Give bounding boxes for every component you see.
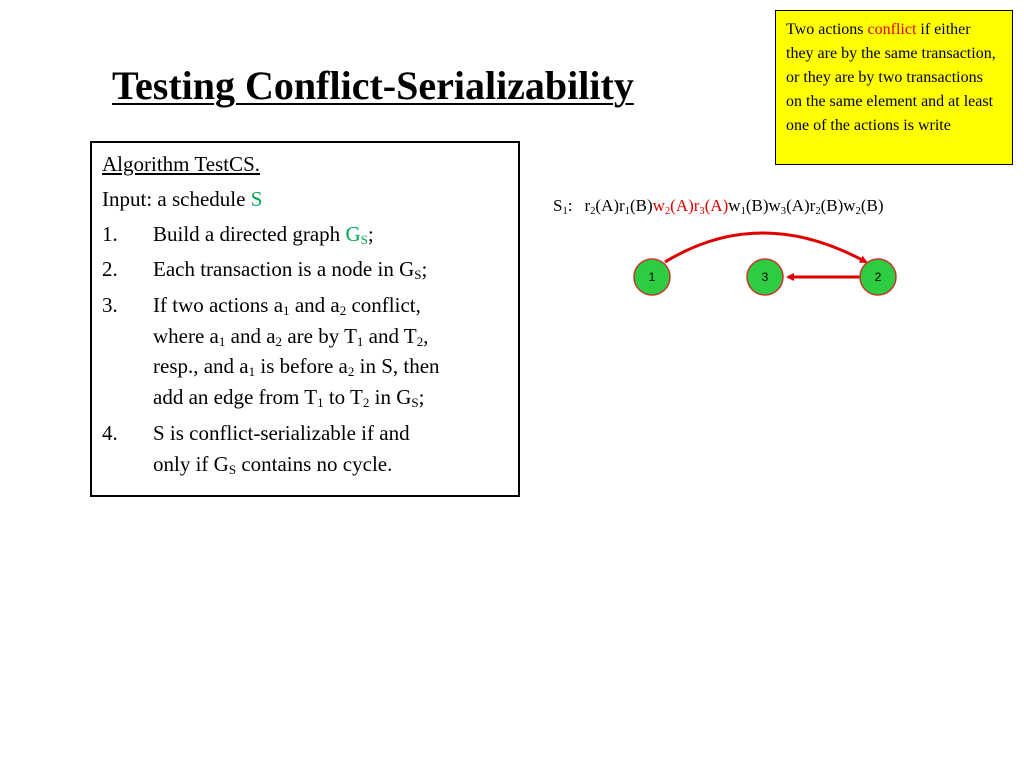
svg-text:3: 3 xyxy=(761,270,769,284)
step-1-text: Build a directed graph $G_S$; xyxy=(153,222,374,247)
note-text-start: Two actions xyxy=(786,21,868,38)
algorithm-input: Input: a schedule S xyxy=(102,187,263,211)
schedule-label: $S_1$: xyxy=(553,196,573,217)
note-text-end: if either they are by the same transaction, or they are by two transactions on the same element and at least one of the actions is write xyxy=(786,21,996,134)
svg-text:2: 2 xyxy=(874,270,882,284)
node-3 xyxy=(747,259,783,295)
node-1 xyxy=(634,259,670,295)
step-4-text: S is conflict-serializable if and only if $G_S$ contains no cycle. xyxy=(153,421,410,477)
algorithm-step-2: 2. Each transaction is a node in $G_S$; xyxy=(102,255,508,290)
algorithm-step-4: 4. S is conflict-serializable if and only if $G_S$ contains no cycle. xyxy=(102,418,508,479)
slide-title: Testing Conflict-Serializability xyxy=(112,63,634,108)
schedule-variable: S xyxy=(250,187,263,211)
schedule-actions: $r_2(A)r_1(B)w_2(A)r_3(A)w_1(B)w_3(A)r_2(B)w_2(B)$ xyxy=(584,196,884,217)
node-2 xyxy=(860,259,896,295)
step-3-text: If two actions $a_1$ and $a_2$ conflict, where $a_1$ and $a_2$ are by $T_1$ and $T_2$, resp., and $a_1$ is before $a_2$ in S, then add an edge from $T_1$ to $T_2$ in $G_S$; xyxy=(153,293,440,410)
svg-text:1: 1 xyxy=(648,270,656,284)
algorithm-step-1: 1. Build a directed graph $G_S$; xyxy=(102,220,508,255)
algorithm-step-3: 3. If two actions $a_1$ and $a_2$ conflict, where $a_1$ and $a_2$ are by $T_1$ and $T_2$, resp., and $a_1$ is before $a_2$ in S, then add an edge from $T_1$ to $T_2$ in $G_S$; xyxy=(102,290,508,418)
note-conflict-word: conflict xyxy=(867,21,917,38)
step-2-text: Each transaction is a node in $G_S$; xyxy=(153,257,428,282)
algorithm-heading: Algorithm TestCS. xyxy=(102,152,260,176)
edge-1-to-2 xyxy=(665,233,866,262)
